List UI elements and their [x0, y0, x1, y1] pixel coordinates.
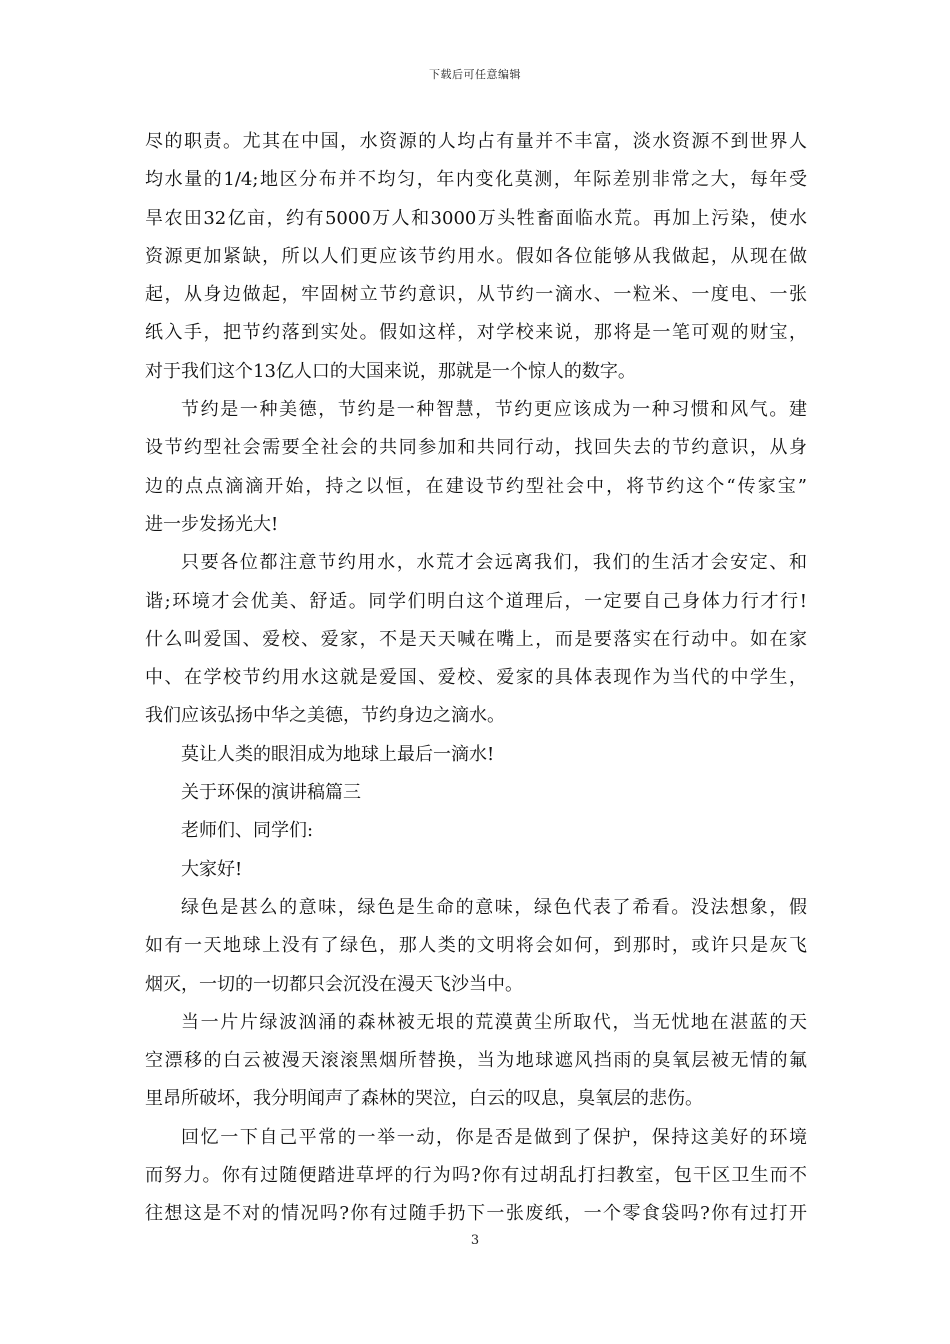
text-line: 往想这是不对的情况吗?你有过随手扔下一张废纸，一个零食袋吗?你有过打开: [145, 1203, 807, 1225]
paragraph-first-line: 当一片片绿波汹涌的森林被无垠的荒漠黄尘所取代，当无忧地在湛蓝的天: [181, 1011, 807, 1033]
text-line: 烟灭，一切的一切都只会沉没在漫天飞沙当中。: [145, 973, 523, 995]
paragraph-first-line: 绿色是甚么的意味，绿色是生命的意味，绿色代表了希看。没法想象，假: [181, 896, 807, 918]
text-line: 尽的职责。尤其在中国，水资源的人均占有量并不丰富，淡水资源不到世界人: [145, 131, 807, 152]
text-line: 旱农田32亿亩，约有5000万人和3000万头牲畜面临水荒。再加上污染，使水: [145, 207, 807, 229]
paragraph-first-line: 只要各位都注意节约用水，水荒才会远离我们，我们的生活才会安定、和: [181, 552, 807, 574]
text-line: 里昂所破坏，我分明闻声了森林的哭泣，白云的叹息，臭氧层的悲伤。: [145, 1088, 703, 1110]
text-line: 我们应该弘扬中华之美德，节约身边之滴水。: [145, 705, 505, 727]
paragraph-first-line: 节约是一种美德，节约是一种智慧，节约更应该成为一种习惯和风气。建: [181, 399, 807, 421]
document-body: [145, 123, 807, 1234]
paragraph-first-line: 莫让人类的眼泪成为地球上最后一滴水!: [181, 743, 495, 765]
salutation: 老师们、同学们:: [181, 820, 314, 842]
text-line: 资源更加紧缺，所以人们更应该节约用水。假如各位能够从我做起，从现在做: [145, 245, 807, 267]
text-line: 什么叫爱国、爱校、爱家，不是天天喊在嘴上，而是要落实在行动中。如在家: [145, 628, 807, 650]
page-header: 下载后可任意编辑: [429, 68, 521, 81]
text-line: 边的点点滴滴开始，持之以恒，在建设节约型社会中，将节约这个“传家宝”: [145, 475, 807, 497]
text-line: 对于我们这个13亿人口的大国来说，那就是一个惊人的数字。: [145, 360, 636, 382]
text-line: 而努力。你有过随便踏进草坪的行为吗?你有过胡乱打扫教室，包干区卫生而不: [145, 1165, 807, 1187]
page-number: 3: [470, 1233, 480, 1248]
text-line: 如有一天地球上没有了绿色，那人类的文明将会如何，到那时，或许只是灰飞: [145, 935, 807, 957]
text-line: 中、在学校节约用水这就是爱国、爱校、爱家的具体表现作为当代的中学生，: [145, 667, 807, 689]
text-line: 设节约型社会需要全社会的共同参加和共同行动，找回失去的节约意识，从身: [145, 437, 807, 459]
greeting: 大家好!: [181, 858, 243, 880]
text-line: 纸入手，把节约落到实处。假如这样，对学校来说，那将是一笔可观的财宝，: [145, 322, 807, 344]
text-line: 空漂移的白云被漫天滚滚黑烟所替换，当为地球遮风挡雨的臭氧层被无情的氟: [145, 1050, 807, 1072]
text-line: 进一步发扬光大!: [145, 513, 279, 535]
text-line: 均水量的1/4;地区分布并不均匀，年内变化莫测，年际差别非常之大，每年受: [145, 169, 807, 191]
text-line: 起，从身边做起，牢固树立节约意识，从节约一滴水、一粒米、一度电、一张: [145, 284, 807, 306]
section-heading: 关于环保的演讲稿篇三: [181, 782, 361, 804]
paragraph-first-line: 回忆一下自己平常的一举一动，你是否是做到了保护，保持这美好的环境: [181, 1126, 807, 1148]
text-line: 谐;环境才会优美、舒适。同学们明白这个道理后，一定要自己身体力行才行!: [145, 590, 807, 612]
